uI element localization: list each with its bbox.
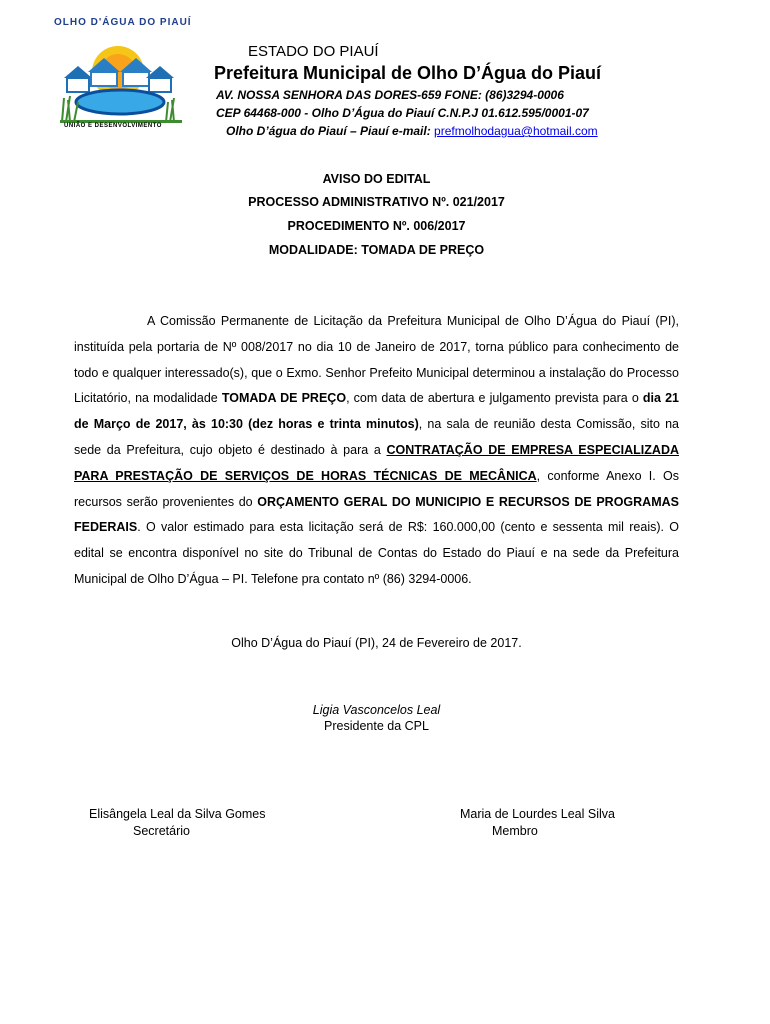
header-address: AV. NOSSA SENHORA DAS DORES-659 FONE: (86)3294-0006 [216,88,564,102]
president-role: Presidente da CPL [324,719,429,733]
body-bold-date: dia 21 de Março de 2017, às 10:30 (dez horas e trinta minutos) [74,391,679,432]
title-aviso: AVISO DO EDITAL [322,172,431,186]
title-processo: PROCESSO ADMINISTRATIVO Nº. 021/2017 [248,195,505,209]
body-text-4: , conforme Anexo I. Os recursos serão provenientes do [74,468,679,509]
header-estado: ESTADO DO PIAUÍ [248,43,379,60]
secretary-name: Elisângela Leal da Silva Gomes [89,807,266,821]
president-name: Ligia Vasconcelos Leal [312,703,441,717]
title-procedimento: PROCEDIMENTO Nº. 006/2017 [287,219,466,233]
member-name: Maria de Lourdes Leal Silva [460,807,615,821]
body-bold-objeto: CONTRATAÇÃO DE EMPRESA ESPECIALIZADA PARA PRESTAÇÃO DE SERVIÇOS DE HORAS TÉCNICAS DE MECÂNICA [74,442,679,483]
header-prefeitura: Prefeitura Municipal de Olho D’Água do Piauí [214,63,602,83]
title-modalidade: MODALIDADE: TOMADA DE PREÇO [268,243,485,257]
body-text-5: . O valor estimado para esta licitação será de R$: 160.000,00 (cento e sessenta mil reais). O edital se encontra disponível no site do Tribunal de Contas do Estado do Piauí e na sede da Prefeitura Municipal de Olho D’Água – PI. Telefone pra contato nº (86) 3294-0006. [74,520,679,586]
body-bold-modalidade: TOMADA DE PREÇO [221,391,347,406]
date-line: Olho D’Água do Piauí (PI), 24 de Fevereiro de 2017. [231,636,522,650]
secretary-role: Secretário [133,824,190,838]
email-link[interactable]: prefmolhodagua@hotmail.com [434,124,598,138]
member-role: Membro [492,824,538,838]
header-cep: CEP 64468-000 - Olho D’Água do Piauí C.N.P.J 01.612.595/0001-07 [216,106,589,120]
municipal-logo [56,36,186,136]
body-text-3: , na sala de reunião desta Comissão, sito na sede da Prefeitura, cujo objeto é destinado à para a [74,417,679,457]
body-bold-recursos: ORÇAMENTO GERAL DO MUNICIPIO E RECURSOS DE PROGRAMAS FEDERAIS [74,494,679,535]
body-paragraph [74,309,679,593]
logo-caption: UNIÃO E DESENVOLVIMENTO [64,123,162,129]
body-text-2: , com data de abertura e julgamento prevista para o [346,391,643,406]
header-contact [226,124,598,138]
header-city-email-label: Olho D’água do Piauí – Piauí e-mail: [226,124,435,138]
body-text-1: A Comissão Permanente de Licitação da Prefeitura Municipal de Olho D’Água do Piauí (PI), instituída pela portaria de Nº 008/2017 no dia 10 de Janeiro de 2017, torna público para conhecimento de todo e qualquer interessado(s), que o Exmo. Senhor Prefeito Municipal determinou a instalação do Processo Licitatório, na modalidade [74,314,679,406]
logo-title: OLHO D'ÁGUA DO PIAUÍ [54,17,192,28]
